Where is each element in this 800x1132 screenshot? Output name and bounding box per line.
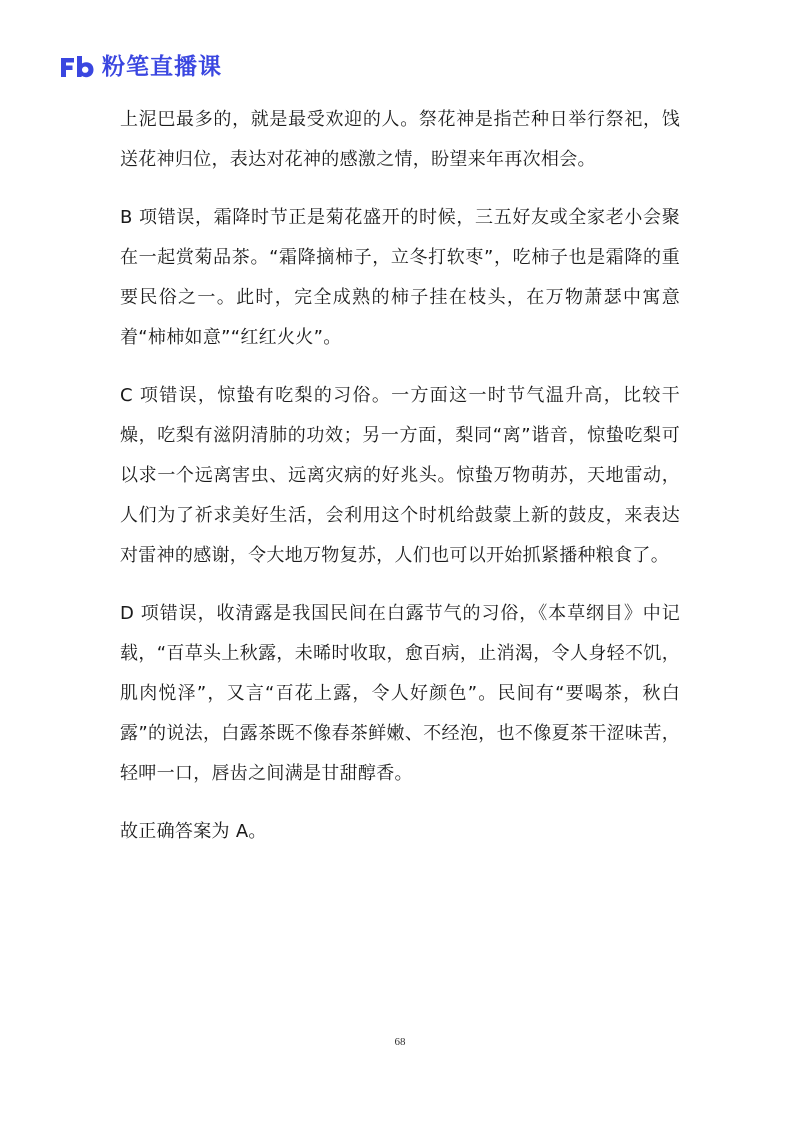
paragraph-option-b: B 项错误，霜降时节正是菊花盛开的时候，三五好友或全家老小会聚在一起赏菊品茶。“霜降摘柿子，立冬打软枣”，吃柿子也是霜降的重要民俗之一。此时，完全成熟的柿子挂在枝头，在万物萧瑟中寓意着“柿柿如意”“红红火火”。 [120, 207, 680, 348]
paragraph-answer: 故正确答案为 A。 [120, 821, 267, 842]
paragraph-continuation: 上泥巴最多的，就是最受欢迎的人。祭花神是指芒种日举行祭祀，饯送花神归位，表达对花神的感激之情，盼望来年再次相会。 [120, 109, 680, 170]
fenbi-logo-icon [58, 54, 96, 80]
page-number: 68 [394, 1036, 406, 1048]
header [58, 52, 222, 82]
document-body [120, 100, 680, 870]
logo-text: 粉笔直播课 [102, 54, 222, 80]
paragraph-option-c: C 项错误，惊蛰有吃梨的习俗。一方面这一时节气温升高，比较干燥，吃梨有滋阴清肺的功效；另一方面，梨同“离”谐音，惊蛰吃梨可以求一个远离害虫、远离灾病的好兆头。惊蛰万物萌苏，天地雷动，人们为了祈求美好生活，会利用这个时机给鼓蒙上新的鼓皮，来表达对雷神的感谢，令大地万物复苏，人们也可以开始抓紧播种粮食了。 [120, 385, 680, 566]
paragraph-option-d: D 项错误，收清露是我国民间在白露节气的习俗，《本草纲目》中记载，“百草头上秋露，未晞时收取，愈百病，止消渴，令人身轻不饥，肌肉悦泽”，又言“百花上露，令人好颜色”。民间有“要喝茶，秋白露”的说法，白露茶既不像春茶鲜嫩、不经泡，也不像夏茶干涩味苦，轻呷一口，唇齿之间满是甘甜醇香。 [120, 603, 680, 784]
